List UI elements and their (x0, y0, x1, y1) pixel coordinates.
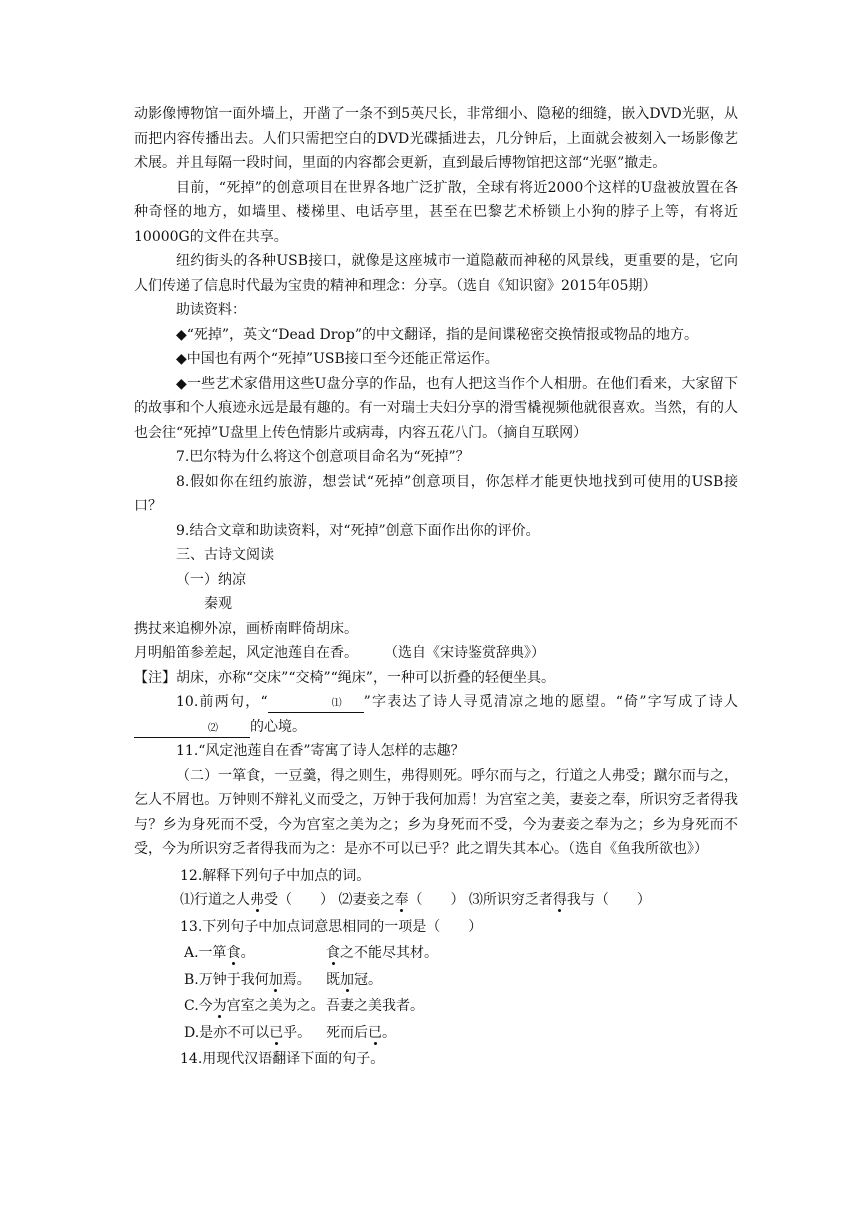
dotted-word: 为 (212, 998, 227, 1014)
poem-author: 秦观 (204, 596, 232, 612)
question-12: 12.解释下列句子中加点的词。 (180, 867, 371, 884)
q10-text-a: 10.前两句，“ (176, 694, 268, 710)
dotted-word: 奉 (394, 892, 409, 908)
aid-item-3: ◆一些艺术家借用这些U盘分享的作品，也有人把这当作个人相册。在他们看来，大家留下的故事和个人痕迹永远是最有趣的。有一对瑞士夫妇分享的滑雪橇视频他就很喜欢。当然，有的人也会往“死掉”U盘里上传色情影片或病毒，内容五花八门。（摘自互联网） (134, 375, 738, 441)
poem-line-2 (134, 641, 738, 666)
option-b-part-1-end: 焉。 (282, 971, 311, 988)
option-d-part-1-end: 乎。 (283, 1024, 312, 1041)
question-14: 14.用现代汉语翻译下面的句子。 (180, 1051, 385, 1067)
option-a-part-1-end: 。 (240, 945, 255, 961)
q12-item-2-answer: （ ） (408, 892, 465, 908)
q10-text-b: ”字表达了诗人寻觅清凉之地的愿望。“倚”字写成了诗人 (363, 694, 738, 710)
question-13: 13.下列句子中加点词意思相同的一项是（ ） (180, 918, 483, 935)
aid-title: 助读资料： (176, 302, 246, 318)
q12-item-3-text: ⑶所识穷乏者 (468, 892, 553, 908)
option-b-part-2: 既 (326, 971, 340, 988)
dotted-word: 已 (368, 1024, 382, 1041)
option-d-part-1: D.是亦不可以 (184, 1024, 270, 1041)
dotted-word: 得 (552, 892, 567, 908)
option-d (134, 1021, 738, 1046)
aid-item-1: ◆“死掉”，英文“Dead Drop”的中文翻译，指的是间谍秘密交换情报或物品的地方。 (176, 326, 698, 343)
q12-item-1-text: ⑴行道之人 (180, 892, 250, 908)
dotted-word: 已 (269, 1024, 284, 1041)
answer-blank-2[interactable]: ⑵ (134, 721, 250, 738)
paragraph-share: 纽约街头的各种USB接口，就像是这座城市一道隐蔽而神秘的风景线，更重要的是，它向人们传递了信息时代最为宝贵的精神和理念：分享。（选自《知识窗》2015年05期） (134, 253, 738, 294)
section-heading-3: 三、古诗文阅读 (176, 547, 274, 563)
question-9: 9.结合文章和助读资料，对“死掉”创意下面作出你的评价。 (176, 522, 540, 539)
dotted-word: 加 (340, 971, 354, 988)
poem-source: （选自《宋诗鉴赏辞典》） (384, 645, 545, 661)
option-a-part-1: A.一箪 (184, 945, 227, 961)
dotted-word: 弗 (250, 892, 264, 908)
dotted-word: 加 (268, 971, 283, 988)
aid-item-2: ◆中国也有两个“死掉”USB接口至今还能正常运作。 (176, 351, 499, 367)
note-text: 胡床，亦称“交床”“交椅”“绳床”，一种可以折叠的轻便坐具。 (176, 669, 555, 686)
question-11: 11.“风定池莲自在香”寄寓了诗人怎样的志趣？ (176, 743, 465, 759)
dotted-word: 食 (326, 945, 340, 961)
poem-line-1: 携扙来追柳外凉，画桥南畔倚胡床。 (134, 620, 358, 637)
question-12-items (134, 888, 738, 913)
question-10 (134, 690, 738, 739)
option-a-part-2-end: 之不能尽其材。 (340, 945, 438, 961)
option-d-part-2-end: 。 (382, 1024, 396, 1041)
option-a (134, 941, 738, 966)
option-d-part-2: 死而后 (326, 1024, 368, 1041)
poem-line-2-text: 月明船笛参差起，风定池莲自在香。 (134, 645, 358, 661)
option-c-part-1-end: 宫室之美为之。 (226, 998, 325, 1014)
option-b (134, 968, 738, 993)
paragraph-dvd: 动影像博物馆一面外墙上，开凿了一条不到5英尺长，非常细小、隐秘的细缝，嵌入DVD光驱，从而把内容传播出去。人们只需把空白的DVD光碟插进去，几分钟后，上面就会被刻入一场影像艺术展。并且每隔一段时间，里面的内容都会更新，直到最后博物馆把这部“光驱”撤走。 (134, 106, 738, 171)
subsection-heading-1: （一）纳凉 (176, 571, 246, 588)
answer-blank-1[interactable]: ⑴ (268, 696, 364, 713)
q12-item-2-text: ⑵妻妾之 (338, 892, 395, 908)
option-b-part-1: B.万钟于我何 (184, 971, 269, 988)
option-c (134, 994, 738, 1019)
question-7: 7.巴尔特为什么将这个创意项目命名为“死掉”？ (176, 449, 470, 465)
note-label: 【注】 (134, 669, 176, 686)
q10-text-c: 的心境。 (250, 718, 306, 735)
document-body (134, 102, 738, 1072)
option-c-part-1: C.今 (184, 998, 213, 1014)
option-b-part-2-end: 冠。 (354, 971, 382, 988)
paragraph-yuwo: （二）一箪食，一豆羹，得之则生，弗得则死。呼尔而与之，行道之人弗受；蹴尔而与之，乞人不屑也。万钟则不辩礼义而受之，万钟于我何加焉！为宫室之美，妻妾之奉，所识穷乏者得我与？乡为身死而不受，今为宫室之美为之；乡为身死而不受，今为妻妾之奉为之；乡为身死而不受，今为所识穷乏者得我而为之：是亦不可以已乎？此之谓失其本心。（选自《鱼我所欲也》） (134, 767, 738, 857)
q12-item-3-answer: 我与（ ） (566, 892, 651, 908)
dotted-word: 食 (226, 945, 241, 961)
question-8: 8.假如你在纽约旅游，想尝试“死掉”创意项目，你怎样才能更快地找到可使用的USB接口？ (134, 473, 738, 514)
paragraph-spread: 目前，“死掉”的创意项目在世界各地广泛扩散，全球有将近2000个这样的U盘被放置在各种奇怪的地方，如墙里、楼梯里、电话亭里，甚至在巴黎艺术桥锁上小狗的脖子上等，有将近10000G的文件在共享。 (134, 179, 738, 245)
option-c-part-2: 吾妻之美我者。 (326, 998, 424, 1014)
q12-item-1-answer: 受（ ） (264, 892, 334, 908)
poem-note (134, 666, 738, 691)
